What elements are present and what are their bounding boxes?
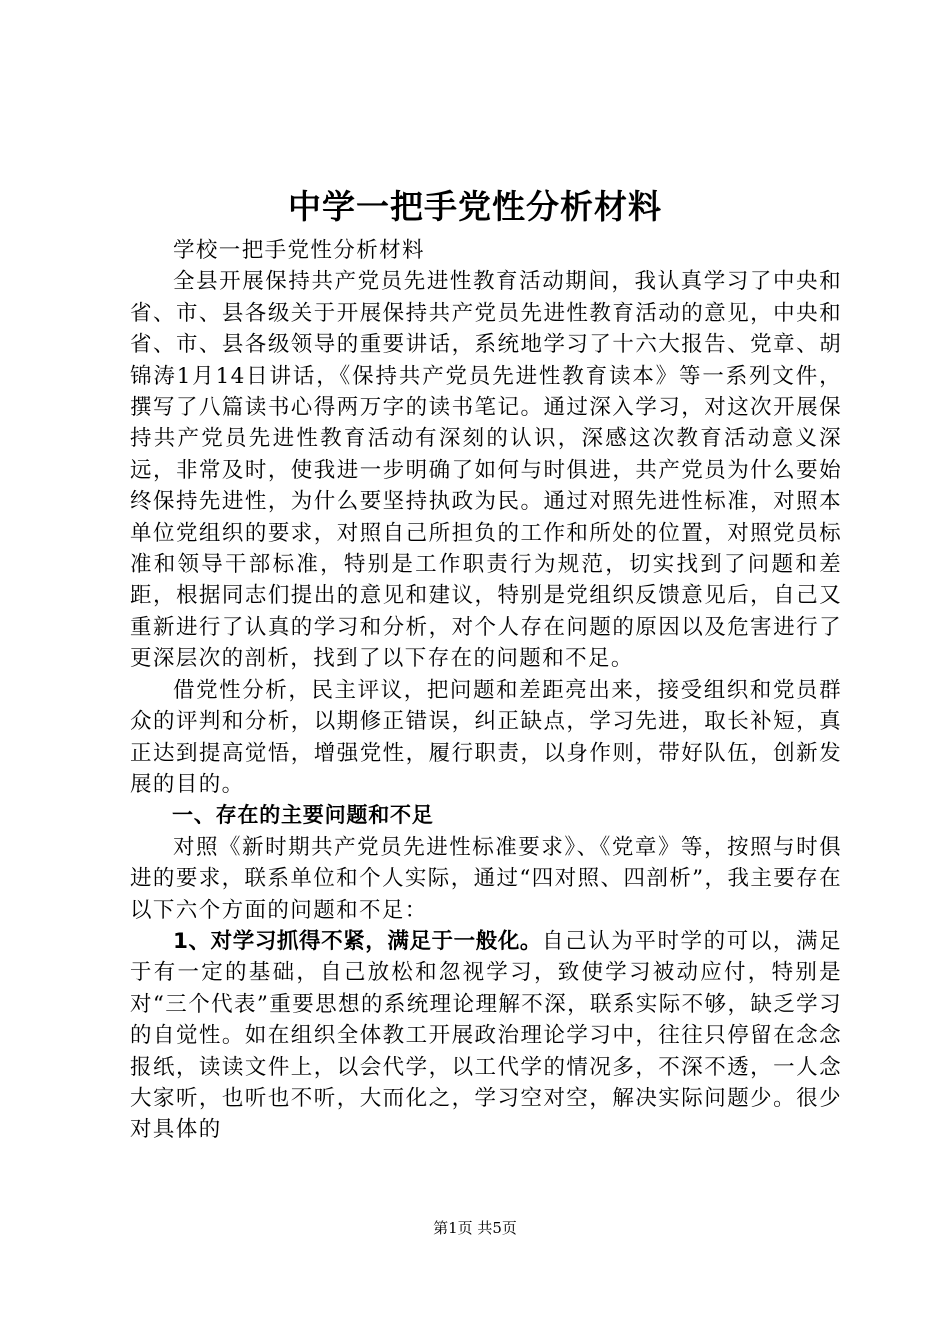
page-footer: 第1页 共5页 — [433, 1219, 517, 1237]
item-1-text: 自己认为平时学的可以，满足于有一定的基础，自己放松和忽视学习，致使学习被动应付，特别是对“三个代表”重要思想的系统理论理解不深，联系实际不够，缺乏学习的自觉性。如在组织全体教工开展政治理论学习中，往往只停留在念念报纸，读读文件上，以会代学，以工代学的情况多，不深不透，一人念大家听，也听也不听，大而化之，学习空对空，解决实际问题少。很少对具体的 — [130, 928, 843, 1143]
document-title: 中学一把手党性分析材料 — [288, 187, 662, 226]
subtitle-paragraph: 学校一把手党性分析材料 — [173, 238, 425, 263]
purpose-paragraph: 借党性分析，民主评议，把问题和差距亮出来，接受组织和党员群众的评判和分析，以期修正错误，纠正缺点，学习先进，取长补短，真正达到提高觉悟，增强党性，履行职责，以身作则，带好队伍，创新发展的目的。 — [130, 677, 842, 797]
section-intro-paragraph: 对照《新时期共产党员先进性标准要求》、《党章》等，按照与时俱进的要求，联系单位和个人实际，通过“四对照、四剖析”，我主要存在以下六个方面的问题和不足： — [130, 834, 842, 923]
intro-paragraph: 全县开展保持共产党员先进性教育活动期间，我认真学习了中央和省、市、县各级关于开展保持共产党员先进性教育活动的意见，中央和省、市、县各级领导的重要讲话，系统地学习了十六大报告、党章、胡锦涛1月14日讲话，《保持共产党员先进性教育读本》等一系列文件，撰写了八篇读书心得两万字的读书笔记。通过深入学习，对这次开展保持共产党员先进性教育活动有深刻的认识，深感这次教育活动意义深远，非常及时，使我进一步明确了如何与时俱进，共产党员为什么要始终保持先进性，为什么要坚持执政为民。通过对照先进性标准，对照本单位党组织的要求，对照自己所担负的工作和所处的位置，对照党员标准和领导干部标准，特别是工作职责行为规范，切实找到了问题和差距，根据同志们提出的意见和建议，特别是党组织反馈意见后，自己又重新进行了认真的学习和分析，对个人存在问题的原因以及危害进行了更深层次的剖析，找到了以下存在的问题和不足。 — [130, 269, 842, 672]
item-1-paragraph — [130, 926, 842, 1146]
document-body — [130, 235, 842, 1146]
item-1-lead: 1、对学习抓得不紧，满足于一般化。 — [173, 928, 543, 954]
section-heading: 一、存在的主要问题和不足 — [172, 803, 434, 828]
